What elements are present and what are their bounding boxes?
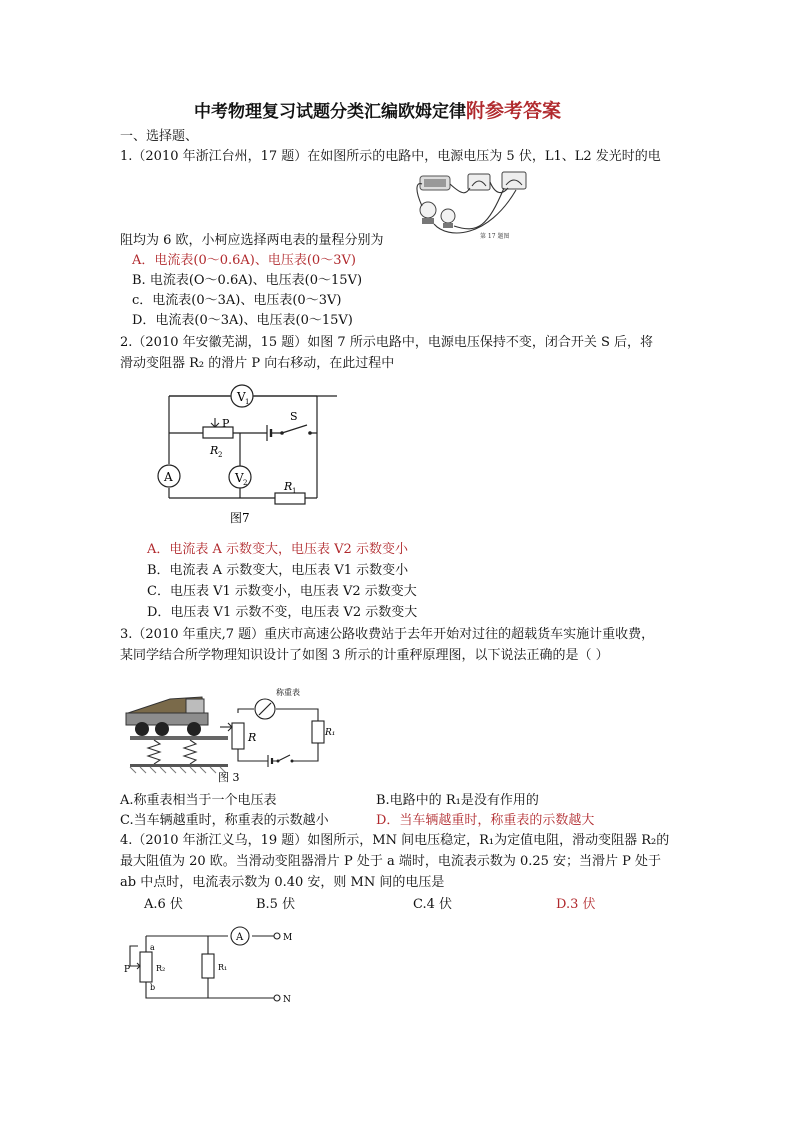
q2-option-d: D．电压表 V1 示数不变，电压表 V2 示数变大	[147, 605, 418, 620]
q1-option-b: B. 电流表(O～0.6A)、电压表(0～15V)	[132, 273, 363, 288]
title-highlight: 附参考答案	[466, 100, 562, 122]
svg-text:P: P	[222, 417, 230, 430]
q4-ammeter-icon	[231, 927, 249, 945]
svg-text:V: V	[237, 390, 246, 404]
svg-text:1: 1	[245, 398, 250, 406]
q3-option-a: A.称重表相当于一个电压表	[120, 793, 277, 808]
q3-stem-line2: 某同学结合所学物理知识设计了如图 3 所示的计重秤原理图，以下说法正确的是（ ）	[120, 648, 609, 663]
q4-label-n: N	[283, 995, 291, 1005]
q2-figure-caption: 图7	[230, 511, 250, 525]
q2-voltmeter-v2-icon	[229, 466, 251, 488]
q3-figure-caption: 图 3	[218, 771, 240, 784]
q4-terminal-m	[274, 933, 280, 939]
svg-text:S: S	[290, 410, 298, 423]
q2-stem-line1: 2.（2010 年安徽芜湖，15 题）如图 7 所示电路中，电源电压保持不变，闭合开关 S 后，将	[120, 335, 654, 350]
q1-ammeter-icon	[468, 174, 490, 190]
q3-scale-meter-icon	[255, 699, 275, 719]
q3-label-r1: R₁	[325, 728, 336, 738]
q2-option-c: C．电压表 V1 示数变小，电压表 V2 示数变大	[147, 584, 417, 599]
q2-voltmeter-v1-icon	[231, 385, 253, 407]
svg-text:R: R	[210, 444, 219, 457]
page-title	[194, 101, 561, 122]
q2-ammeter-a-icon	[158, 465, 180, 487]
q3-truck-icon	[126, 697, 208, 736]
q4-resistor-r1-icon	[202, 954, 214, 978]
q2-option-b: B．电流表 A 示数变大，电压表 V1 示数变小	[147, 563, 409, 578]
section-heading: 一、选择题、	[120, 129, 199, 144]
q2-stem-line2: 滑动变阻器 R₂ 的滑片 P 向右移动，在此过程中	[120, 356, 395, 371]
q2-battery-icon	[267, 425, 271, 441]
q4-label-r2: R₂	[156, 964, 166, 973]
q3-option-b: B.电路中的 R₁是没有作用的	[376, 793, 539, 808]
q1-figure-caption: 第 17 题图	[480, 233, 510, 240]
q3-label-r: R	[248, 731, 257, 744]
q3-battery-icon	[268, 755, 272, 767]
q1-voltmeter-icon	[502, 172, 526, 189]
q4-label-r1: R₁	[218, 963, 228, 972]
q4-stem-line3: ab 中点时，电流表示数为 0.40 安，则 MN 间的电压是	[120, 875, 445, 890]
q3-platform	[130, 736, 228, 740]
q3-circuit-figure	[120, 683, 344, 787]
q1-option-d: D．电流表(0～3A)、电压表(0～15V)	[132, 313, 353, 328]
q3-meter-label: 称重表	[276, 688, 300, 697]
q4-label-m: M	[283, 933, 293, 943]
svg-text:R: R	[284, 480, 293, 493]
q3-option-d: D．当车辆越重时，称重表的示数越大	[376, 813, 595, 828]
q1-option-c: c．电流表(0～3A)、电压表(0～3V)	[132, 293, 342, 308]
q2-switch-s-icon	[280, 410, 312, 435]
q4-option-c: C.4 伏	[413, 897, 453, 912]
q2-resistor-r1-icon	[275, 480, 305, 504]
svg-text:A: A	[164, 470, 173, 484]
svg-text:2: 2	[218, 451, 223, 459]
q1-stem-line1: 1.（2010 年浙江台州，17 题）在如图所示的电路中，电源电压为 5 伏，L1、L2 发光时的电	[120, 149, 661, 164]
q3-stem-line1: 3.（2010 年重庆,7 题）重庆市高速公路收费站于去年开始对过往的超载货车实施计重收费，	[120, 627, 655, 642]
q4-option-b: B.5 伏	[256, 897, 296, 912]
title-main: 中考物理复习试题分类汇编欧姆定律	[194, 102, 466, 122]
svg-text:A: A	[236, 932, 244, 943]
svg-text:V: V	[235, 471, 244, 485]
q1-stem-line2: 阻均为 6 欧，小柯应选择两电表的量程分别为	[120, 233, 384, 248]
q2-option-a: A．电流表 A 示数变大，电压表 V2 示数变小	[147, 542, 408, 557]
q1-circuit-figure	[408, 166, 530, 242]
q4-label-b: b	[150, 983, 156, 992]
q4-label-a: a	[150, 943, 155, 952]
q3-switch-icon	[277, 755, 294, 763]
q4-stem-line2: 最大阻值为 20 欧。当滑动变阻器滑片 P 处于 a 端时，电流表示数为 0.25 安；当滑片 P 处于	[120, 854, 662, 869]
q2-circuit-figure	[147, 378, 337, 528]
q4-terminal-n	[274, 995, 280, 1001]
q4-option-d: D.3 伏	[556, 897, 596, 912]
q3-option-c: C.当车辆越重时，称重表的示数越小	[120, 813, 329, 828]
svg-text:2: 2	[243, 479, 248, 487]
q1-battery-icon	[420, 176, 450, 190]
q4-circuit-figure	[116, 922, 296, 1006]
q2-rheostat-r2-icon	[203, 417, 233, 459]
svg-text:1: 1	[292, 487, 297, 495]
q4-label-p: P	[124, 965, 131, 975]
q4-rheostat-r2-icon	[132, 952, 152, 982]
q1-option-a: A．电流表(0～0.6A)、电压表(0～3V)	[132, 253, 356, 268]
q3-spring-icon	[148, 740, 196, 764]
q4-stem-line1: 4.（2010 年浙江义乌，19 题）如图所示，MN 间电压稳定，R₁为定值电阻，滑动变阻器 R₂的	[120, 833, 670, 848]
q4-option-a: A.6 伏	[144, 897, 183, 912]
